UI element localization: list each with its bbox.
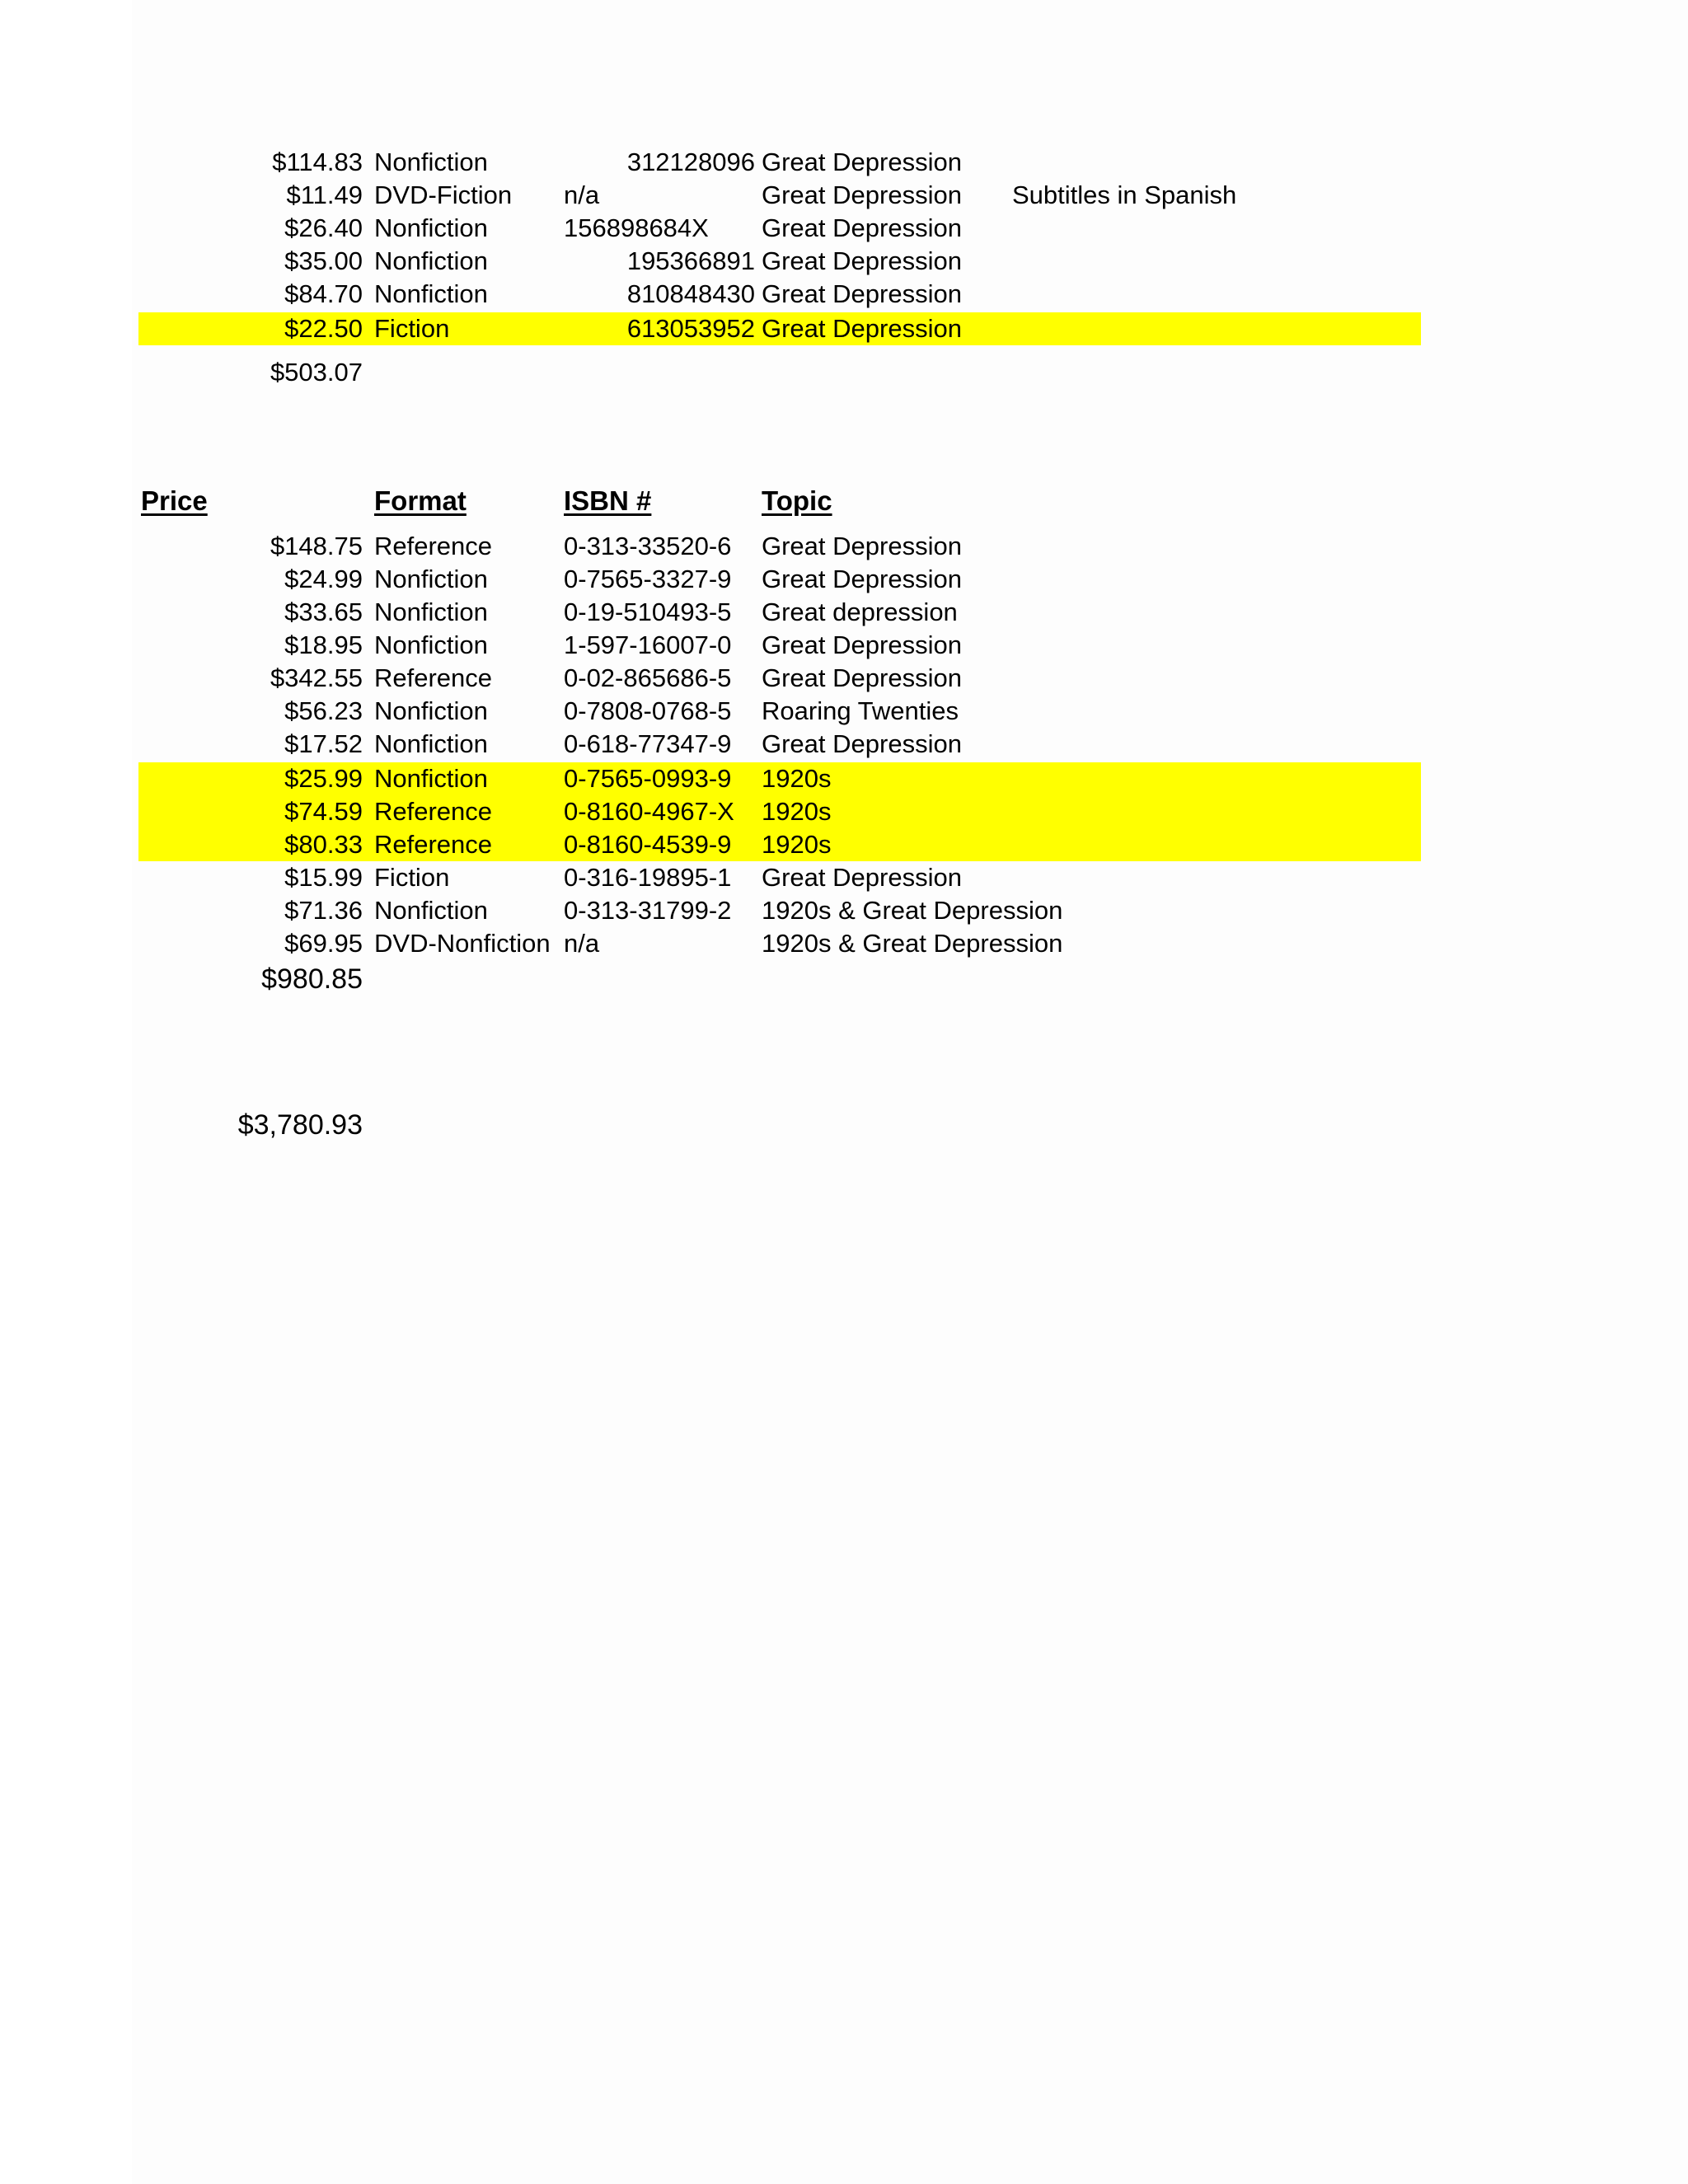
isbn-cell: 312128096 <box>626 148 755 176</box>
isbn-cell: 0-19-510493-5 <box>564 598 732 626</box>
table-row <box>138 662 1421 695</box>
table-row-highlighted <box>138 828 1421 861</box>
isbn-cell: 156898684X <box>564 213 709 242</box>
table-row <box>138 861 1421 894</box>
topic-cell: Great Depression <box>762 180 962 209</box>
table-row <box>138 212 1421 245</box>
table-row <box>138 927 1421 960</box>
topic-cell: Great Depression <box>762 663 962 692</box>
topic-cell: Great Depression <box>762 630 962 659</box>
isbn-cell: 195366891 <box>626 246 755 275</box>
topic-cell: Great Depression <box>762 565 962 593</box>
format-cell: Reference <box>374 797 493 826</box>
price-cell: $22.50 <box>284 314 363 343</box>
price-cell: $15.99 <box>284 863 363 892</box>
price-cell: $74.59 <box>284 797 363 826</box>
format-cell: Nonfiction <box>374 213 488 242</box>
format-cell: Reference <box>374 532 493 560</box>
table-row <box>138 278 1421 311</box>
table-row <box>138 563 1421 596</box>
format-cell: Fiction <box>374 863 450 892</box>
price-cell: $33.65 <box>284 598 363 626</box>
price-cell: $17.52 <box>284 729 363 758</box>
table-row-highlighted <box>138 795 1421 828</box>
section2-total: $980.85 <box>261 963 363 995</box>
price-cell: $114.83 <box>272 148 363 176</box>
topic-cell: Great Depression <box>762 246 962 275</box>
price-cell: $84.70 <box>284 279 363 308</box>
topic-cell: Great depression <box>762 598 958 626</box>
topic-cell: 1920s <box>762 830 832 859</box>
table-row <box>138 629 1421 662</box>
isbn-cell: 0-7808-0768-5 <box>564 696 732 725</box>
price-cell: $18.95 <box>284 630 363 659</box>
format-cell: Reference <box>374 663 493 692</box>
price-cell: $71.36 <box>284 896 363 925</box>
isbn-cell: 0-8160-4967-X <box>564 797 734 826</box>
isbn-cell: 0-313-31799-2 <box>564 896 732 925</box>
format-cell: Nonfiction <box>374 246 488 275</box>
header-format: Format <box>374 485 467 516</box>
section1-total: $503.07 <box>270 358 363 387</box>
header-isbn: ISBN # <box>564 485 652 516</box>
table-row <box>138 530 1421 563</box>
isbn-cell: 0-7565-3327-9 <box>564 565 732 593</box>
price-cell: $342.55 <box>270 663 363 692</box>
format-cell: Nonfiction <box>374 896 488 925</box>
isbn-cell: 810848430 <box>626 279 755 308</box>
price-cell: $80.33 <box>284 830 363 859</box>
isbn-cell: n/a <box>564 180 600 209</box>
topic-cell: Great Depression <box>762 213 962 242</box>
topic-cell: Great Depression <box>762 279 962 308</box>
price-cell: $25.99 <box>284 764 363 793</box>
table-row <box>138 728 1421 761</box>
format-cell: Nonfiction <box>374 598 488 626</box>
table-row <box>138 245 1421 278</box>
topic-cell: 1920s <box>762 764 832 793</box>
table-row <box>138 146 1421 179</box>
isbn-cell: 0-618-77347-9 <box>564 729 732 758</box>
isbn-cell: 0-8160-4539-9 <box>564 830 732 859</box>
header-price: Price <box>141 485 208 516</box>
format-cell: DVD-Nonfiction <box>374 929 551 958</box>
isbn-cell: 613053952 <box>626 314 755 343</box>
isbn-cell: 0-313-33520-6 <box>564 532 732 560</box>
column-headers <box>138 485 1421 518</box>
note-cell: Subtitles in Spanish <box>1012 180 1237 209</box>
format-cell: Nonfiction <box>374 764 488 793</box>
format-cell: Nonfiction <box>374 279 488 308</box>
topic-cell: Great Depression <box>762 863 962 892</box>
format-cell: Nonfiction <box>374 148 488 176</box>
table-row <box>138 894 1421 927</box>
header-topic: Topic <box>762 485 832 516</box>
price-cell: $24.99 <box>284 565 363 593</box>
table-row-highlighted <box>138 312 1421 345</box>
price-cell: $148.75 <box>270 532 363 560</box>
topic-cell: Great Depression <box>762 532 962 560</box>
format-cell: DVD-Fiction <box>374 180 513 209</box>
price-cell: $69.95 <box>284 929 363 958</box>
isbn-cell: 0-7565-0993-9 <box>564 764 732 793</box>
format-cell: Nonfiction <box>374 630 488 659</box>
format-cell: Nonfiction <box>374 565 488 593</box>
format-cell: Reference <box>374 830 493 859</box>
format-cell: Fiction <box>374 314 450 343</box>
price-cell: $11.49 <box>286 180 363 209</box>
isbn-cell: 1-597-16007-0 <box>564 630 732 659</box>
price-cell: $56.23 <box>284 696 363 725</box>
format-cell: Nonfiction <box>374 696 488 725</box>
grand-total: $3,780.93 <box>237 1109 363 1141</box>
topic-cell: Great Depression <box>762 314 962 343</box>
price-cell: $26.40 <box>284 213 363 242</box>
price-cell: $35.00 <box>284 246 363 275</box>
topic-cell: Roaring Twenties <box>762 696 959 725</box>
format-cell: Nonfiction <box>374 729 488 758</box>
table-row <box>138 596 1421 629</box>
isbn-cell: n/a <box>564 929 600 958</box>
table-row <box>138 695 1421 728</box>
table-row-highlighted <box>138 762 1421 795</box>
isbn-cell: 0-316-19895-1 <box>564 863 732 892</box>
topic-cell: 1920s & Great Depression <box>762 896 1063 925</box>
topic-cell: 1920s <box>762 797 832 826</box>
topic-cell: Great Depression <box>762 148 962 176</box>
topic-cell: 1920s & Great Depression <box>762 929 1063 958</box>
table-row <box>138 179 1421 212</box>
isbn-cell: 0-02-865686-5 <box>564 663 732 692</box>
topic-cell: Great Depression <box>762 729 962 758</box>
